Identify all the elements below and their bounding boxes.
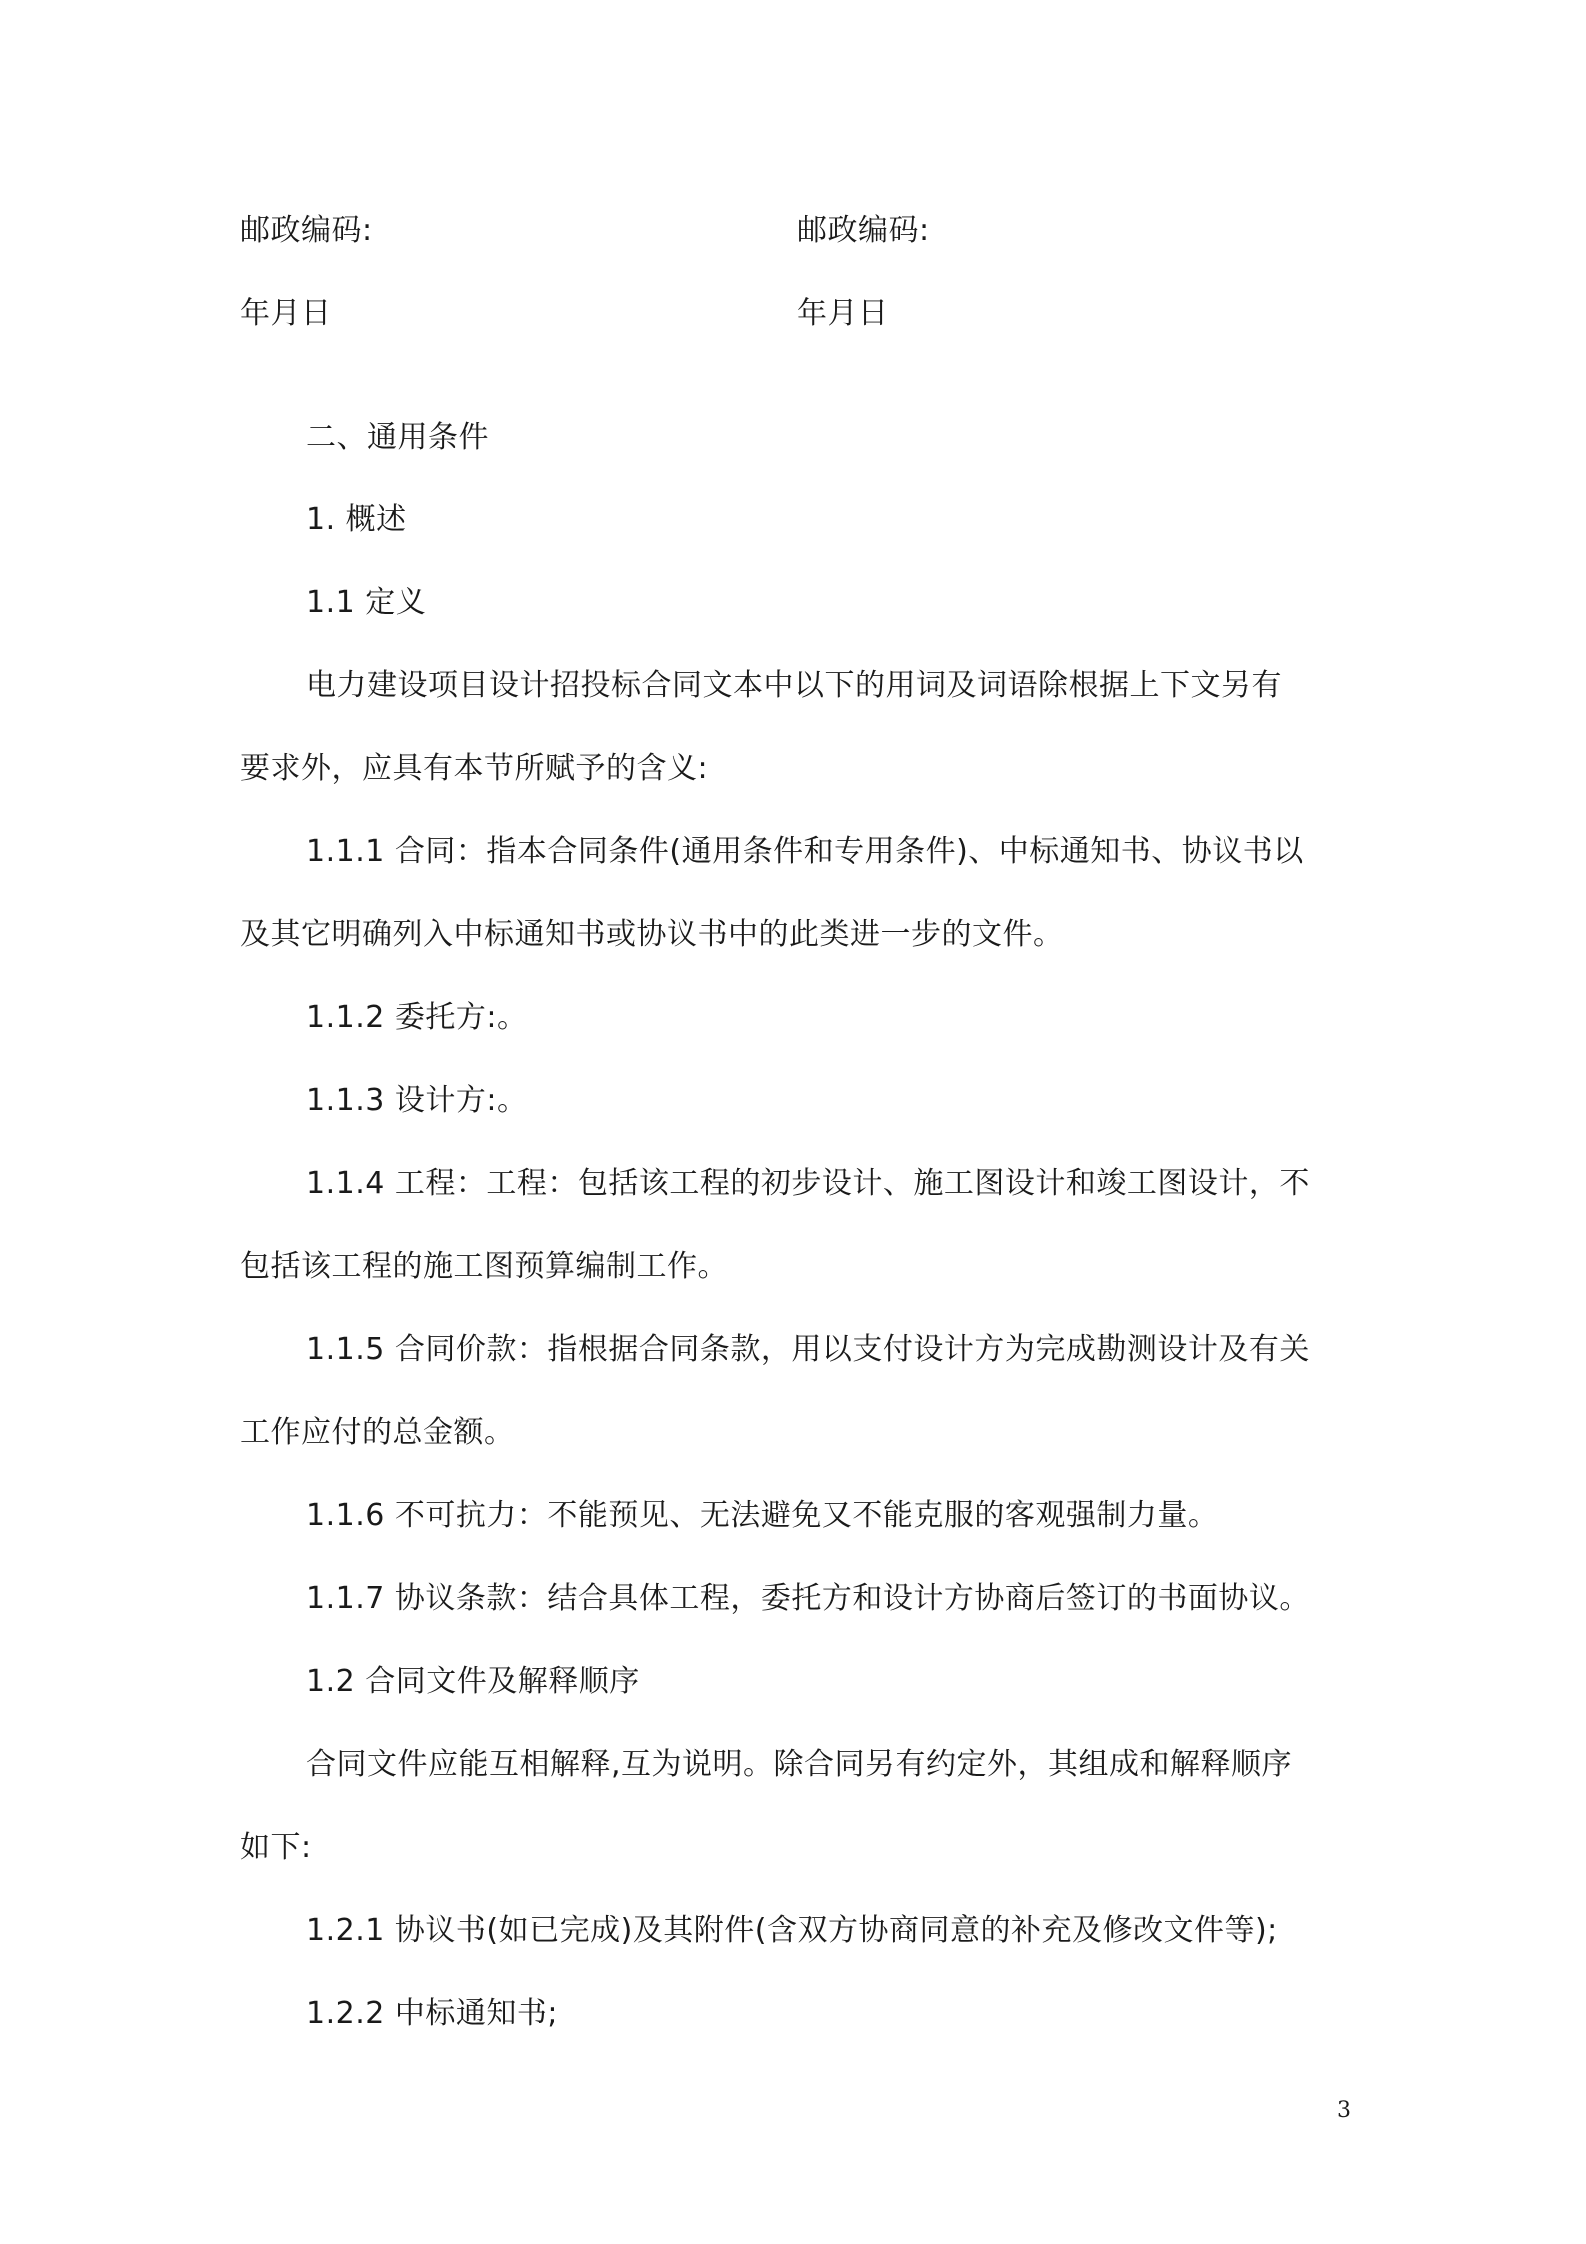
clause-client: 1.1.2 委托方:。 <box>306 1000 528 1035</box>
clause-agreement-terms: 1.1.7 协议条款：结合具体工程，委托方和设计方协商后签订的书面协议。 <box>306 1581 1310 1616</box>
paragraph-line: 要求外，应具有本节所赋予的含义: <box>240 751 709 786</box>
paragraph-line: 如下: <box>240 1830 312 1865</box>
heading-contract-documents: 1.2 合同文件及解释顺序 <box>306 1664 640 1699</box>
paragraph-line: 工作应付的总金额。 <box>240 1415 515 1450</box>
section-title: 二、通用条件 <box>306 420 489 455</box>
heading-definition: 1.1 定义 <box>306 585 427 620</box>
clause-designer: 1.1.3 设计方:。 <box>306 1083 528 1118</box>
paragraph-line: 1.1.1 合同：指本合同条件(通用条件和专用条件)、中标通知书、协议书以 <box>306 834 1304 869</box>
clause-agreement: 1.2.1 协议书(如已完成)及其附件(含双方协商同意的补充及修改文件等); <box>306 1913 1278 1948</box>
paragraph-line: 电力建设项目设计招投标合同文本中以下的用词及词语除根据上下文另有 <box>306 668 1282 703</box>
clause-award-notice: 1.2.2 中标通知书; <box>306 1996 558 2031</box>
clause-force-majeure: 1.1.6 不可抗力：不能预见、无法避免又不能克服的客观强制力量。 <box>306 1498 1219 1533</box>
left-postcode-label: 邮政编码: <box>240 213 373 248</box>
right-date-label: 年月日 <box>797 296 889 331</box>
paragraph-line: 包括该工程的施工图预算编制工作。 <box>240 1249 728 1284</box>
page-number: 3 <box>1337 2098 1351 2123</box>
paragraph-line: 1.1.4 工程：工程：包括该工程的初步设计、施工图设计和竣工图设计，不 <box>306 1166 1310 1201</box>
heading-overview: 1. 概述 <box>306 502 407 537</box>
paragraph-line: 合同文件应能互相解释,互为说明。除合同另有约定外，其组成和解释顺序 <box>306 1747 1293 1782</box>
paragraph-line: 及其它明确列入中标通知书或协议书中的此类进一步的文件。 <box>240 917 1064 952</box>
paragraph-line: 1.1.5 合同价款：指根据合同条款，用以支付设计方为完成勘测设计及有关 <box>306 1332 1310 1367</box>
left-date-label: 年月日 <box>240 296 332 331</box>
right-postcode-label: 邮政编码: <box>797 213 930 248</box>
